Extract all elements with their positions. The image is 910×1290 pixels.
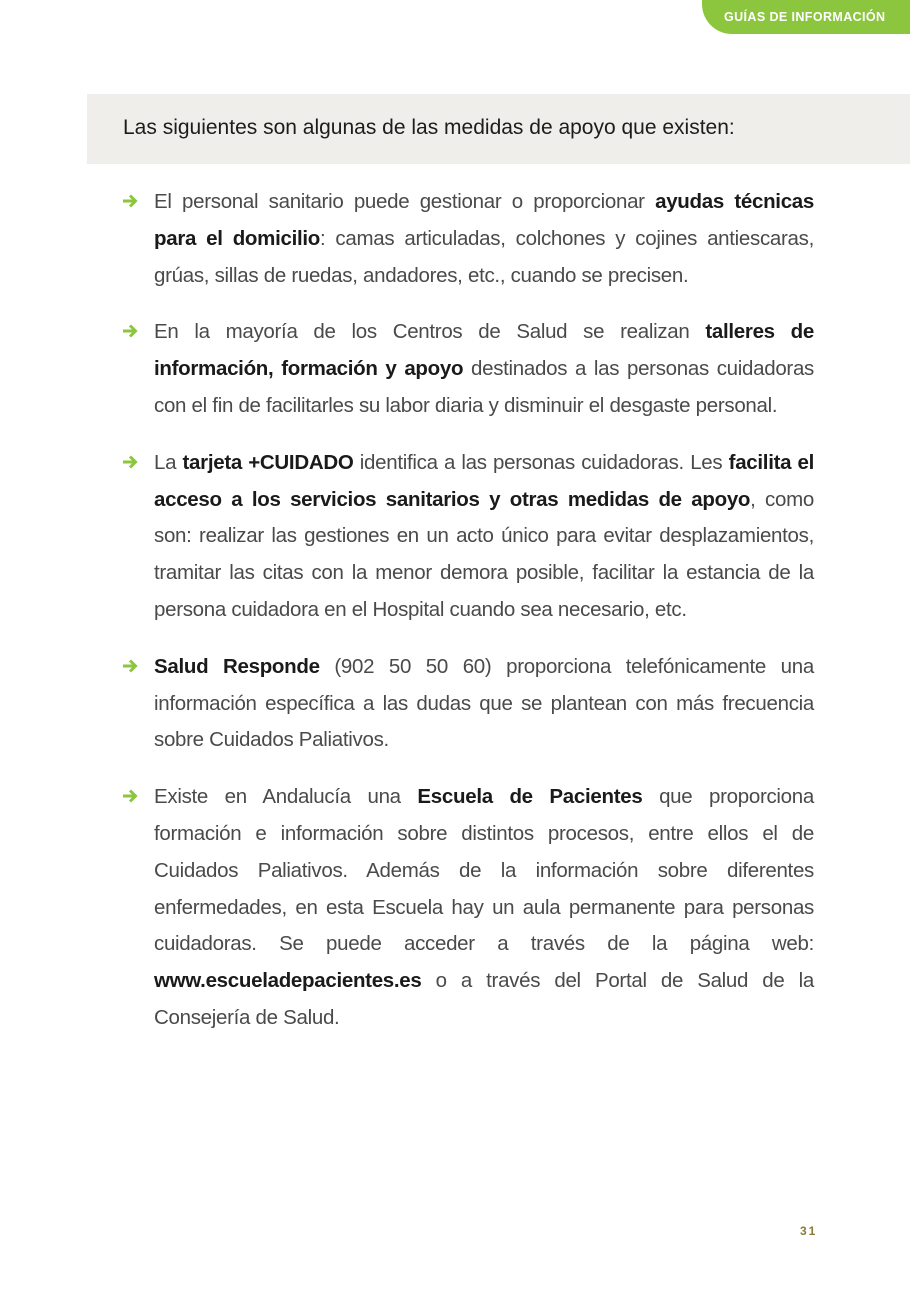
arrow-right-icon	[120, 452, 140, 472]
arrow-right-icon	[120, 321, 140, 341]
text-run: identifica a las personas cuidadoras. Les	[353, 450, 729, 474]
text-run: , como son: realizar las gestiones en un acto único para evitar desplazamientos, tramitar las citas con la menor demora posible, facilitar la estancia de la persona cuidadora en el Hospital cuando sea necesario, etc.	[154, 487, 814, 621]
bold-phrase: facilita el acceso a los servicios sanitarios y otras medidas de apoyo	[154, 450, 815, 511]
arrow-right-icon	[120, 786, 140, 806]
intro-band	[87, 94, 910, 164]
list-item-text	[154, 779, 814, 1037]
list-item	[0, 779, 910, 1037]
bold-phrase: ayudas técnicas para el domicilio	[154, 190, 814, 250]
bold-phrase: tarjeta +CUIDADO	[182, 450, 354, 474]
section-tab: GUÍAS DE INFORMACIÓN	[702, 0, 910, 34]
text-run: destinados a las personas cuidadoras con el fin de facilitarles su labor diaria y disminuir el desgaste personal.	[154, 357, 815, 417]
text-run: : camas articuladas, colchones y cojines antiescaras, grúas, sillas de ruedas, andadores, etc., cuando se precisen.	[154, 226, 814, 287]
page-number: 31	[800, 1224, 818, 1238]
support-measures-list	[0, 184, 910, 1057]
list-item	[0, 445, 910, 629]
bold-phrase: Escuela de Pacientes	[417, 785, 643, 809]
list-item-text	[154, 649, 814, 759]
list-item-text	[154, 184, 814, 294]
list-item	[0, 184, 910, 294]
bold-phrase: Salud Responde	[154, 654, 320, 678]
list-item	[0, 314, 910, 424]
text-run: En la mayoría de los Centros de Salud se realizan	[154, 320, 706, 344]
bold-phrase: www.escueladepacientes.es	[154, 969, 422, 993]
text-run: La	[154, 450, 183, 474]
text-run: Existe en Andalucía una	[154, 785, 418, 809]
bold-phrase: talleres de información, formación y apoyo	[154, 320, 814, 381]
text-run: (902 50 50 60) proporciona telefónicamente una información específica a las dudas que se plantean con más frecuencia sobre Cuidados Paliativos.	[154, 654, 814, 752]
list-item-text	[154, 445, 814, 629]
list-item	[0, 649, 910, 759]
intro-heading: Las siguientes son algunas de las medidas de apoyo que existen:	[123, 116, 735, 139]
text-run: El personal sanitario puede gestionar o proporcionar	[154, 190, 656, 213]
arrow-right-icon	[120, 656, 140, 676]
list-item-text	[154, 314, 814, 424]
arrow-right-icon	[120, 191, 140, 211]
text-run: o a través del Portal de Salud de la Consejería de Salud.	[154, 969, 814, 1029]
text-run: que proporciona formación e información sobre distintos procesos, entre ellos el de Cuidados Paliativos. Además de la información sobre diferentes enfermedades, en esta Escuela hay un aula permanente para personas cuidadoras. Se puede acceder a través de la página web:	[154, 785, 814, 956]
